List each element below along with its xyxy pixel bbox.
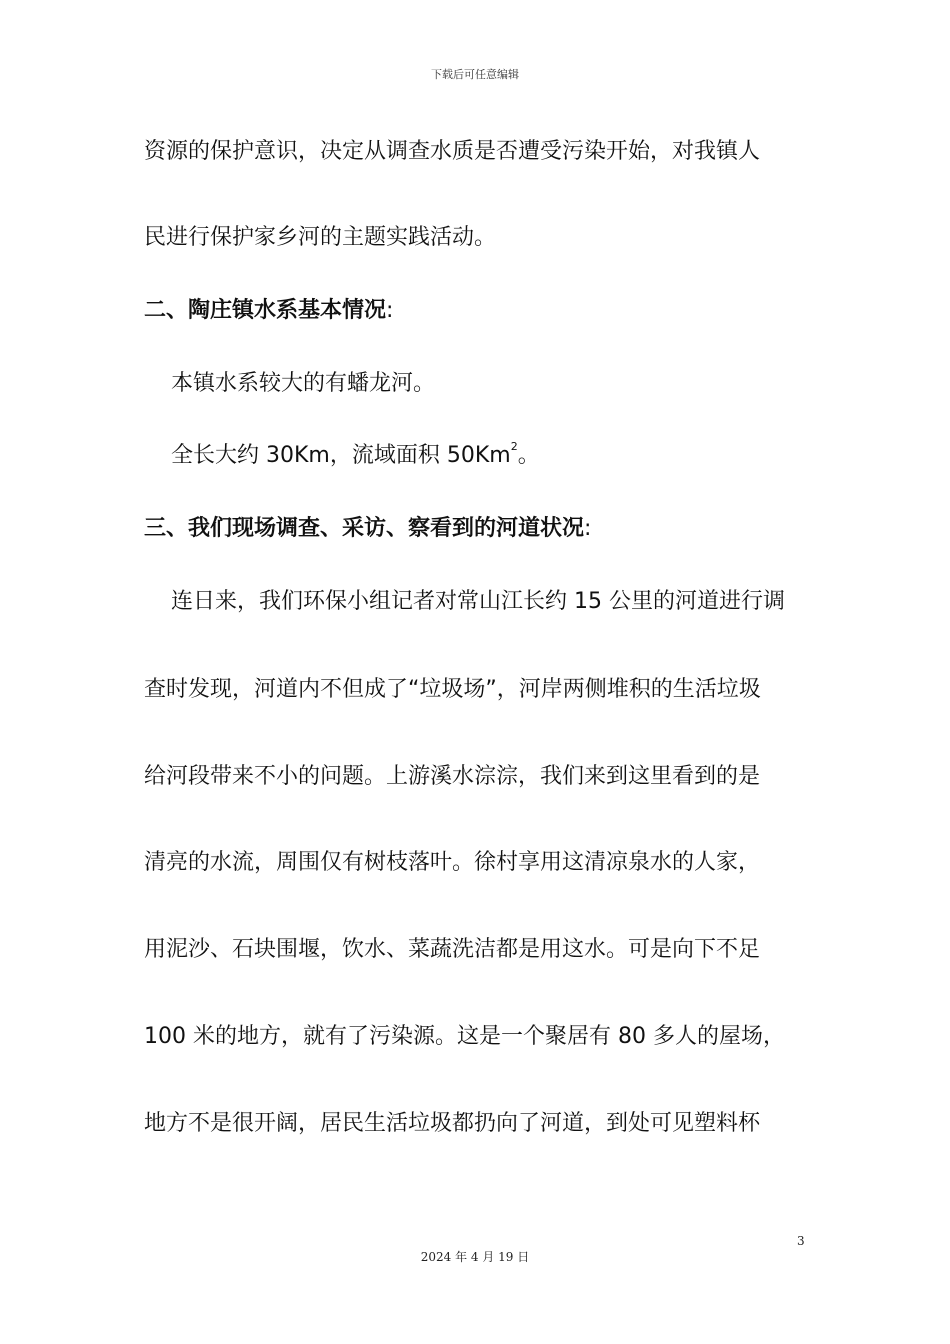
section3-line-1: 连日来，我们环保小组记者对常山江长约 15 公里的河道进行调: [171, 589, 785, 614]
section-heading-2-colon: :: [386, 298, 394, 323]
section-heading-3: [144, 514, 591, 544]
section2-paragraph-2: [171, 441, 540, 471]
section3-line-3: 给河段带来不小的问题。上游溪水淙淙，我们来到这里看到的是: [144, 764, 761, 789]
section3-line-5: 用泥沙、石块围堰，饮水、菜蔬洗洁都是用这水。可是向下不足: [144, 937, 761, 962]
section-heading-2-text: 二、陶庄镇水系基本情况: [144, 298, 387, 323]
footer-date: 2024 年 4 月 19 日: [420, 1250, 530, 1264]
superscript-2: 2: [510, 440, 518, 453]
section3-line-7: 地方不是很开阔，居民生活垃圾都扔向了河道，到处可见塑料杯: [144, 1111, 761, 1136]
body-line-2: 民进行保护家乡河的主题实践活动。: [144, 225, 497, 250]
section3-line-4: 清亮的水流，周围仅有树枝落叶。徐村享用这清凉泉水的人家，: [144, 850, 761, 875]
section3-line-2: 查时发现，河道内不但成了“垃圾场”，河岸两侧堆积的生活垃圾: [144, 677, 761, 702]
section2-paragraph-2-end: 。: [517, 443, 540, 468]
body-line-1: 资源的保护意识，决定从调查水质是否遭受污染开始，对我镇人: [144, 139, 761, 164]
page-number: 3: [797, 1234, 805, 1248]
header-note: 下载后可任意编辑: [431, 68, 519, 81]
section2-paragraph-1: 本镇水系较大的有蟠龙河。: [171, 371, 436, 396]
section3-line-6: 100 米的地方，就有了污染源。这是一个聚居有 80 多人的屋场，: [144, 1024, 785, 1049]
section2-paragraph-2-text: 全长大约 30Km，流域面积 50Km: [171, 443, 511, 468]
section-heading-3-text: 三、我们现场调查、采访、察看到的河道状况: [144, 516, 585, 541]
section-heading-3-colon: :: [584, 516, 592, 541]
section-heading-2: [144, 296, 393, 326]
